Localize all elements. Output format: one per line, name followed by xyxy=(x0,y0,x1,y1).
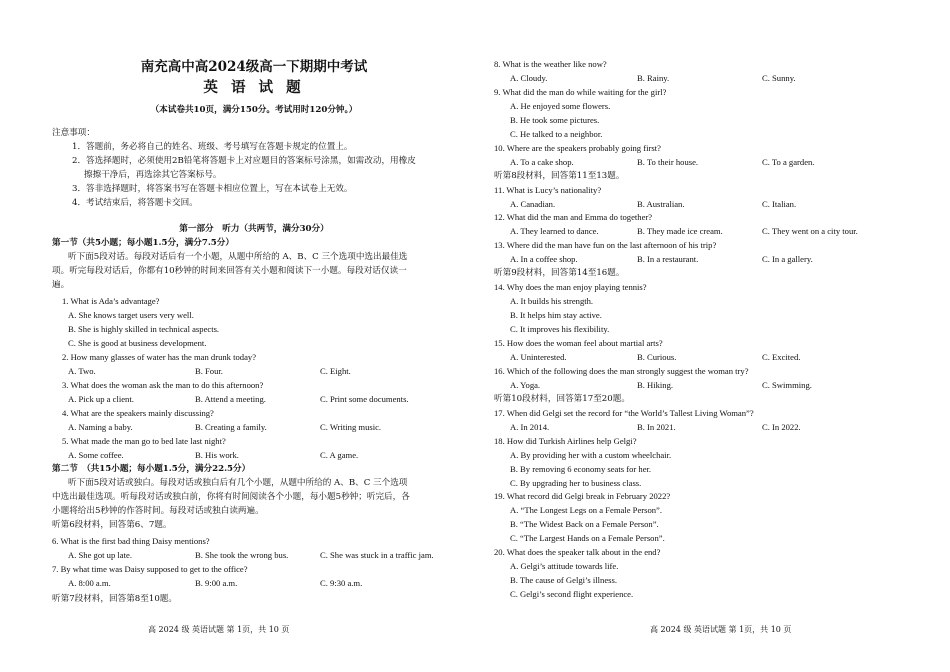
option-3c[interactable]: C. Print some documents. xyxy=(320,394,409,404)
exam-subtitle: （本试卷共10页，满分150分。考试用时120分钟。） xyxy=(150,105,358,115)
option[interactable]: C. Excited. xyxy=(762,351,801,362)
option-1b[interactable]: B. She is highly skilled in technical aspects. xyxy=(68,324,220,334)
note-item: 4．考试结束后，将答题卡交回。 xyxy=(72,198,198,208)
option[interactable]: B. Curious. xyxy=(637,351,677,362)
option[interactable]: A. Cloudy. xyxy=(510,72,548,83)
option[interactable]: B. To their house. xyxy=(637,156,699,167)
question-6: 6. What is the first bad thing Daisy mentions? xyxy=(52,536,210,546)
option[interactable]: A. By providing her with a custom wheelchair. xyxy=(510,449,672,460)
option[interactable]: C. To a garden. xyxy=(762,156,815,167)
option[interactable]: A. They learned to dance. xyxy=(510,226,599,237)
option[interactable]: C. It improves his flexibility. xyxy=(510,324,610,335)
note-item: 1．答题前，务必将自己的姓名、班级、考号填写在答题卡规定的位置上。 xyxy=(72,142,353,152)
material-instruction: 听第9段材料，回答第14至16题。 xyxy=(494,268,625,279)
part1-title: 第一部分 听力（共两节，满分30分） xyxy=(179,224,329,234)
note-item: 2．答选择题时，必须使用2B铅笔将答题卡上对应题目的答案标号涂黑，如需改动，用橡皮 xyxy=(72,156,416,166)
notes-heading: 注意事项： xyxy=(52,128,95,138)
footer-left: 高 2024 级 英语试题 第 1页，共 10 页 xyxy=(148,625,290,634)
material-7: 听第7段材料，回答第8至10题。 xyxy=(52,594,177,604)
option[interactable]: C. By upgrading her to business class. xyxy=(510,477,642,488)
question: 14. Why does the man enjoy playing tennis? xyxy=(494,282,647,293)
option[interactable]: A. In 2014. xyxy=(510,421,550,432)
question: 10. Where are the speakers probably going first? xyxy=(494,142,661,153)
question: 8. What is the weather like now? xyxy=(494,59,607,69)
footer-right: 高 2024 级 英语试题 第 1页，共 10 页 xyxy=(650,625,792,634)
option-5a[interactable]: A. Some coffee. xyxy=(68,450,124,460)
option[interactable]: A. To a cake shop. xyxy=(510,156,574,167)
option[interactable]: A. Yoga. xyxy=(510,379,541,390)
option-2c[interactable]: C. Eight. xyxy=(320,366,351,376)
option[interactable]: B. Hiking. xyxy=(637,379,674,390)
option[interactable]: C. Italian. xyxy=(762,198,797,209)
option-5c[interactable]: C. A game. xyxy=(320,450,359,460)
question: 12. What did the man and Emma do together? xyxy=(494,212,653,223)
section2-intro: 中选出最佳选项。听每段对话或独白前，你将有时间阅读各个小题，每小题5秒钟；听完后，各 xyxy=(52,492,410,502)
option[interactable]: B. It helps him stay active. xyxy=(510,310,602,321)
section1-title: 第一节（共5小题；每小题1.5分，满分7.5分） xyxy=(52,238,234,248)
option[interactable]: A. In a coffee shop. xyxy=(510,254,578,265)
option-4b[interactable]: B. Creating a family. xyxy=(195,422,267,432)
option[interactable]: A. Canadian. xyxy=(510,198,556,209)
section1-intro: 遍。 xyxy=(52,280,70,290)
option[interactable]: C. “The Largest Hands on a Female Person”. xyxy=(510,533,665,544)
option[interactable]: B. Australian. xyxy=(637,198,685,209)
option[interactable]: C. Sunny. xyxy=(762,72,796,83)
option-6a[interactable]: A. She got up late. xyxy=(68,550,132,560)
question: 16. Which of the following does the man strongly suggest the woman try? xyxy=(494,365,749,376)
option-4c[interactable]: C. Writing music. xyxy=(320,422,382,432)
question: 17. When did Gelgi set the record for “the World’s Tallest Living Woman”? xyxy=(494,407,754,418)
option[interactable]: A. He enjoyed some flowers. xyxy=(510,100,611,111)
question-7: 7. By what time was Daisy supposed to get to the office? xyxy=(52,564,248,574)
exam-title: 南充高中高2024级高一下期期中考试 xyxy=(140,59,368,75)
option-6c[interactable]: C. She was stuck in a traffic jam. xyxy=(320,550,434,560)
section2-intro: 小题将给出5秒钟的作答时间。每段对话或独白读两遍。 xyxy=(52,506,264,516)
note-item: 3．答非选择题时，将答案书写在答题卡相应位置上，写在本试卷上无效。 xyxy=(72,184,353,194)
question-2: 2. How many glasses of water has the man drunk today? xyxy=(62,352,257,362)
option[interactable]: B. Rainy. xyxy=(637,72,670,83)
option-2a[interactable]: A. Two. xyxy=(68,366,96,376)
subject-title: 英 语 试 题 xyxy=(203,79,305,96)
option-3b[interactable]: B. Attend a meeting. xyxy=(195,394,266,404)
option[interactable]: B. He took some pictures. xyxy=(510,114,600,125)
option-6b[interactable]: B. She took the wrong bus. xyxy=(195,550,289,560)
question: 9. What did the man do while waiting for the girl? xyxy=(494,86,667,97)
option[interactable]: A. It builds his strength. xyxy=(510,296,594,307)
option[interactable]: B. By removing 6 economy seats for her. xyxy=(510,463,652,474)
question: 19. What record did Gelgi break in February 2022? xyxy=(494,491,671,502)
option-2b[interactable]: B. Four. xyxy=(195,366,223,376)
option-7c[interactable]: C. 9:30 a.m. xyxy=(320,578,363,588)
question: 15. How does the woman feel about martial arts? xyxy=(494,338,663,348)
section1-intro: 听下面5段对话。每段对话后有一个小题，从题中所给的 A、B、C 三个选项中选出最佳选 xyxy=(68,252,408,262)
section2-intro: 听下面5段对话或独白。每段对话或独白后有几个小题，从题中所给的 A、B、C 三个选项 xyxy=(68,478,408,488)
option[interactable]: B. “The Widest Back on a Female Person”. xyxy=(510,519,659,530)
section1-intro: 项。听完每段对话后，你都有10秒钟的时间来回答有关小题和阅读下一小题。每段对话仅读一 xyxy=(52,266,407,276)
option[interactable]: A. Uninterested. xyxy=(510,351,567,362)
question-1: 1. What is Ada’s advantage? xyxy=(62,296,160,306)
option[interactable]: A. Gelgi’s attitude towards life. xyxy=(510,561,619,572)
option[interactable]: C. They went on a city tour. xyxy=(762,226,858,237)
option-3a[interactable]: A. Pick up a client. xyxy=(68,394,134,404)
material-instruction: 听第8段材料，回答第11至13题。 xyxy=(494,170,625,181)
option-5b[interactable]: B. His work. xyxy=(195,450,239,460)
option[interactable]: B. In 2021. xyxy=(637,421,676,432)
material-instruction: 听第10段材料，回答第17至20题。 xyxy=(494,393,630,404)
option[interactable]: B. In a restaurant. xyxy=(637,254,699,265)
option[interactable]: C. In 2022. xyxy=(762,421,801,432)
option-7a[interactable]: A. 8:00 a.m. xyxy=(68,578,111,588)
section2-title: 第二节 （共15小题；每小题1.5分，满分22.5分） xyxy=(52,464,251,474)
option[interactable]: C. In a gallery. xyxy=(762,254,813,265)
option[interactable]: A. “The Longest Legs on a Female Person”. xyxy=(510,505,663,516)
question-5: 5. What made the man go to bed late last night? xyxy=(62,436,226,446)
option-4a[interactable]: A. Naming a baby. xyxy=(68,422,133,432)
option[interactable]: C. Gelgi’s second flight experience. xyxy=(510,589,634,600)
question: 20. What does the speaker talk about in the end? xyxy=(494,547,661,558)
question: 11. What is Lucy’s nationality? xyxy=(494,184,602,195)
option-1a[interactable]: A. She knows target users very well. xyxy=(68,310,194,320)
option[interactable]: B. They made ice cream. xyxy=(637,226,723,237)
option[interactable]: C. Swimming. xyxy=(762,379,812,390)
question: 13. Where did the man have fun on the last afternoon of his trip? xyxy=(494,240,717,251)
option-7b[interactable]: B. 9:00 a.m. xyxy=(195,578,238,588)
question-4: 4. What are the speakers mainly discussing? xyxy=(62,408,214,418)
option[interactable]: B. The cause of Gelgi’s illness. xyxy=(510,575,618,586)
question: 18. How did Turkish Airlines help Gelgi? xyxy=(494,435,637,446)
question-3: 3. What does the woman ask the man to do this afternoon? xyxy=(62,380,264,390)
material-6: 听第6段材料，回答第6、7题。 xyxy=(52,520,172,530)
option[interactable]: C. He talked to a neighbor. xyxy=(510,128,603,139)
option-1c[interactable]: C. She is good at business development. xyxy=(68,338,207,348)
note-item: 擦擦干净后，再选涂其它答案标号。 xyxy=(84,170,222,180)
